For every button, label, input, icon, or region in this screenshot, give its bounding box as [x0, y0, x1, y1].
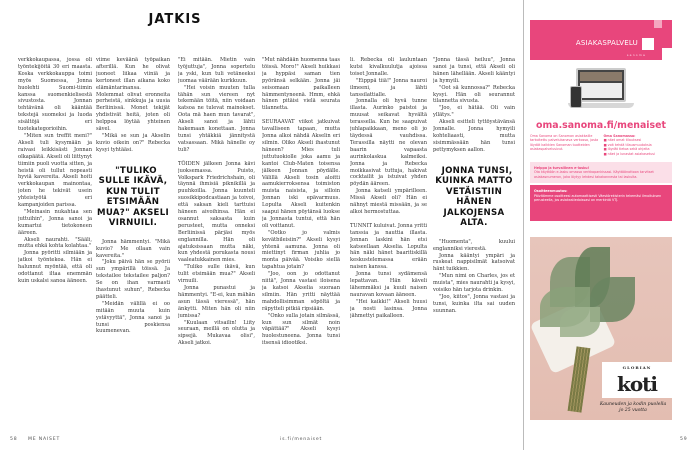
- ad-header-label: ASIAKASPALVELU: [575, 39, 638, 47]
- ad-intro: Oma Sanoma on Sanoman asiakkaille tarkoitettu palvelukanava verkossa, josta löydät kaikkien Sanoman tuotteiden asiakaspalvelusivut.: [530, 134, 599, 152]
- paragraph: "Ei mitään. Mietin vain työjuttuja", Jonna sopertelu ja yski, kun tuli vetäneeksi juomaa väärään kurkkuun.: [178, 57, 255, 84]
- magazine-name: ME NAISET: [28, 437, 61, 442]
- brand-label: sanoma: [626, 53, 646, 57]
- paragraph: TÖIDEN jälkeen Jonna kävi juoksemassa. Puisto, Volkspark Friedrichshain, oli täynnä ihmisiä piknikillä ja puuhkoilla. Jonna kuunteli suosikkipodcastiaan ja toivoi, että saksan kieli tarttuisi häneen aivoihinsa. Hän ei osannut saksasta kuin perusteet, mutta onneksi Berliinissä pärjäsi myös englannilla. Hän oli ajatuksissaan mutta näki, kun yhdestä porukasta nousi vaaleatukkainen mies.: [178, 160, 255, 264]
- article-column-6: [433, 57, 515, 422]
- paragraph: SEURAAVAT viikot jatkuivat tavalliseen tapaan, mutta Jonna alkoi nähdä Akselin eri silmin. Oliko Akseli ihastunut häneen? Mies tuli juttutuokiolle joka aamu ja kantoi Club-Maten toisensa jälkeen Jonnan pöydälle. Välillä Akseli tosin aloitti aamukierroksensa toimiston muista naisista, ja silloin Jonnan iski epävarmuus. Lopulta Akseli kuitenkin saapui hänen pöytänsä luokse ja Jonnasta tuntui, että hän oli voittanut.: [262, 119, 340, 229]
- paragraph: "Onko sulla jotain silmässä, kun sun silmät noin väpättää?" Akseli kysyi huolestuneena. Jonna tunsi itsensä idiootiksi.: [262, 312, 340, 347]
- ad-list-title: Oma Sanomassa:: [603, 134, 636, 138]
- logo-small: GLORIAN: [622, 365, 652, 370]
- paragraph: "Miten sun treffit meni?" Akseli tuli kysymään ja raivasi leikkisästi Jonnan olkapäätä. Akseli oli liittynyt tiimiin puoli vuotta sitten, ja heistä oli tullut nopeasti hyviä kavereita. Akseli hoiti verkkokaupan mainontaa, joten he tekivät usein yhteistyötä eri kampanjoiden parissa.: [18, 132, 92, 209]
- paragraph: "Hei kaikki!" Akseli huusi ja nosti lasinsa. Jonna jähmettyi paikalleen.: [350, 298, 427, 319]
- paragraph: "Joku päivä hän se pyörii sun ympärillä töissä. Ja tekstailee tekstailee paljon? Se on ihan varmasti ihastunut suhun", Rebecka päätteli.: [96, 259, 170, 300]
- pull-quote: "TULIKO SULLE IKÄVÄ, KUN TULIT ETSIMÄÄN MUA?" AKSELI VIRNUILI.: [96, 165, 169, 229]
- paragraph: "Mun nimi on Charles, jos et muista", mies naurahti ja kysyi, voisiko hän tarjota drinkin.: [433, 273, 515, 294]
- decor-square: [662, 48, 672, 60]
- paragraph: verkkokaupassa, jossa oli työntekijöitä 30 eri maasta. Koska verkkokauppa toimi myös Suomessa, Jonna huolehti Suomi-tiimin kanssa suomenkielisestä sivustosta. Jonnan tehtävänä oli kääntää tekstejä suomeksi ja luoda sisältöjä eri tuotekategorioihin.: [18, 57, 92, 133]
- ad-list: [604, 134, 673, 156]
- article-column-3: [178, 57, 255, 422]
- paragraph: "Kuulaan vitsailin! Liity seuraan, meillä on olutta ja sipsejä. Mukavaa olisi", Akseli jatkoi.: [178, 319, 255, 347]
- customer-service-ad: [530, 20, 672, 221]
- decor-square: [642, 38, 654, 50]
- paragraph: Jonna katseli ympärilleen. Missä Akseli oli? Hän ei nähnyt miestä missään, ja se alkoi hermostuttaa.: [350, 188, 427, 215]
- leaf: [560, 307, 600, 337]
- list-item: ■ voit tehdä tilausmuutoksia: [603, 142, 652, 147]
- article-title: JATKIS: [148, 12, 202, 27]
- paragraph: li. Rebecka oli lauluntaan kutsi kivalkuulutja ajoissa toiset Jonnalle.: [350, 57, 427, 77]
- article-column-1: [18, 57, 92, 422]
- paragraph: "Oot sä kunnossa?" Rebecka kysyi. Hän oli seurannut tilannetta sivusta.: [433, 84, 515, 105]
- paragraph: Jonna kääntyi ympäri ja ruskeat nappisilmät katsoivat hänt tuikkien.: [433, 252, 515, 273]
- gloria-koti-logo: [602, 362, 672, 398]
- paragraph: "Joo, ei hätää. Oli vain yllätys.": [433, 105, 515, 119]
- paragraph: "Eipppä tiiä!" Jonna nauroi ilmeeni, ja lähti tanssilattialle.: [350, 77, 427, 98]
- einvoice-box: [530, 162, 672, 183]
- website-url: is.fi/menaiset: [280, 437, 323, 442]
- page-number-left: 58: [10, 437, 18, 442]
- ad-header: [530, 20, 672, 60]
- gloria-koti-promo: [530, 237, 672, 420]
- ad-url: oma.sanoma.fi/menaiset: [536, 120, 666, 131]
- einvoice-text: Ota käyttöön e-lasku omassa verkkopankissasi. Käyttöönottoon tarvitset asiakasnumeron, joka löytyy lehdesi takakannesta tai laskulta.: [534, 170, 654, 179]
- paragraph: "Ootko jo valmis kevätbileisiin?" Akseli kysyi yhtenä aamuna. Jonna oli miettinyt firman juhlia jo monta päivää. Voisiko siellä tapahtua jotain?: [262, 229, 340, 271]
- paragraph: "Joo, oon jo odottanut niitä", Jonna vastasi iloisena ja katsoi Akselia suoraan silmiin. Hän yritti näyttää mahdollisimman söpöltä ja räpytteli pitkiä ripsiään.: [262, 271, 340, 312]
- list-item: ■ löydät tietoa sekä ohjeita: [603, 147, 650, 152]
- logo-big: koti: [616, 372, 658, 396]
- paragraph: "Tuliko sulle ikävä, kun tulit etsimään mua?" Akseli virnuili.: [178, 264, 255, 285]
- paragraph: Jonnalla oli hyvä tunne illasta. Aurinko paistoi ja muusat seikavat hyvältä terassella. Kun he saapuivat juhlapaikkaan, meno oli jo täydessä vauhdissa. Terassilla näytti ne olevan baarin vapaasta aurinkolaskua kalmeiksi. Jonna ja Rebecka moikkasivat tuttuja, hakivat cocktailit ja istuivat yhden pöydän ääreen.: [350, 98, 427, 188]
- paragraph: Akseli naurahti. "Sääli, mutta ehkä kohta kolahtaa.": [18, 236, 92, 250]
- page-number-right: 59: [680, 437, 688, 442]
- paragraph: "Mut nähdään huomenna taas töissä. Moro!" Akseli huikkasi ja hyppäsi saman tien pyöränsä selkään. Jonna jäi seisomaan paikalleen hämmentyneenä. Hmm, ehkä hänen pitäisi vielä seurata tilannetta.: [262, 57, 340, 112]
- laptop-image: [530, 64, 672, 118]
- paragraph: Jonna punastui ja hämmentyi. "E-ei, kun mähän asun tässä vieressä", hän änkytti. Miten hän oli niin jumissa?: [178, 285, 255, 319]
- article-column-5: [350, 57, 427, 422]
- article-column-4: [262, 57, 340, 422]
- article-column-2: [96, 57, 170, 422]
- decor-square: [654, 20, 662, 28]
- paragraph: "Huomenta", kuului englanniksi vierestä.: [433, 238, 515, 252]
- paragraph: "Meidän välillä ei oo mitään muuta kuin ystävyyttä", Jonna sanoi ja tunsi poskiensa kuumenevan.: [96, 300, 170, 335]
- address-change-box: [530, 185, 672, 221]
- address-title: Osoitteenmuutos:: [534, 189, 568, 194]
- promo-tagline: Kauneuden ja kodin puolella jo 25 vuotta: [599, 402, 667, 413]
- paragraph: "Mikä se sun ja Akselin kuvio oikein on?" Rebecka kysyi tyhtääsi.: [96, 132, 170, 153]
- paragraph: viime keväänä työpaikan afterillä. Kun he olivat juoneet liikaa viiniä ja kertoneet illan aikana koko elämäntarinansa. Molemmat olivat eronneita perheistä, sinkkuja ja uusia Berliinissä. Monet tekijät yhdistivät heitä, joten oli helppoa löytää yhteinen sävel.: [96, 57, 170, 133]
- paragraph: TUNNIT kuluivat. Jonna yritti tanssia ja nauttia illasta. Jonnan laskini hän etsi katseellaan Akselia. Lopulta hän näki hänet baaritiskillä keskustelemassa erään naisen kanssa.: [350, 222, 427, 271]
- paragraph: Akseli esitteli tyttöystävänsä Jonnalle. Jonna hymyili kohteliaasti, mutta sisimmässään hän tunsi pettymyksen aallon.: [433, 119, 515, 153]
- paragraph: Jonna tunsi sydämensä lepattavan. Hän käveli lähemmäksi ja kuuli naisen nauravan kovaan ääneen.: [350, 271, 427, 298]
- paragraph: "Hei voisin muuten tulla tähän sun viereen nyt tekemään töitä, niin voidaan katsoa ne tulevat mainokset. Oota mä haen mun tavarat", Akseli sanoi ja lähti hakemaan konettaan. Jonna tunsi yhtäkkiä jännitystä vatsassaan. Mikä hänelle oy tuli?: [178, 84, 255, 153]
- column-divider: [523, 0, 524, 450]
- paragraph: "Meinasin nukahtaa sen juttuihin", Jonna sanoi ja kumartui tietokoneen ääreen.: [18, 208, 92, 236]
- pull-quote: JONNA TUNSI, KUINKA MATTO VETÄISTIIN HÄNEN JALKOJENSA ALTA.: [435, 165, 513, 229]
- paragraph: "Joo, kiitos", Jonna vastasi ja tunsi, kuinka ilta sai uuden suunnan.: [433, 293, 515, 314]
- paragraph: Jonna pyöritti silmiään ja jatkoi työntekoa. Hän ei halunnut myöntää, että oli odottanut iltaa enemmän kuin uskalsi sanoa ääneen.: [18, 250, 92, 284]
- list-item: ■ näet ja lunastat asiakasetusi: [603, 151, 655, 156]
- address-text: Päivitämme osoitteesi automaattisesti Väestörekisterin tekemäsi ilmoituksen perusteella, jos asiakastiedoissasi on merkintä VTJ.: [534, 193, 662, 203]
- einvoice-title: Helppo ja turvallinen e-lasku!: [534, 166, 590, 171]
- list-item: ■ näet omat tilauksesi: [603, 138, 642, 143]
- paragraph: Jonna hämmentyi. "Mikä kuvio? Me ollaan vain kavereita.": [96, 238, 170, 259]
- paragraph: "Jonna tässä heiluu", Jonna sanoi ja tunsi, että Akseli oli hänen lähellään. Akseli kääntyi ja hymyili.: [433, 57, 515, 84]
